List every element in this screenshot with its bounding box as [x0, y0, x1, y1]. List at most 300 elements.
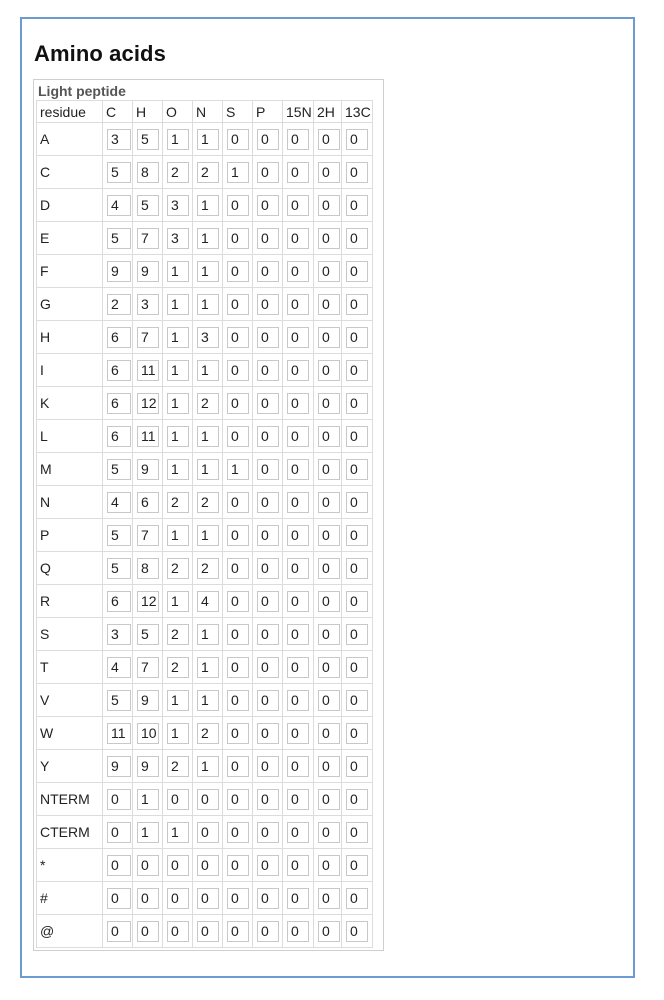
table-row — [37, 882, 373, 915]
input-o[interactable]: 1 — [167, 327, 189, 348]
input-h[interactable]: 7 — [137, 228, 159, 249]
input-2h[interactable]: 0 — [318, 327, 340, 348]
input-h[interactable]: 11 — [137, 360, 159, 381]
amino-acids-panel — [20, 17, 635, 978]
value-cell — [103, 387, 133, 420]
input-c[interactable]: 3 — [107, 129, 131, 150]
input-h[interactable]: 1 — [137, 789, 159, 810]
input-h[interactable]: 9 — [137, 756, 159, 777]
input-15n[interactable]: 0 — [287, 162, 309, 183]
input-p[interactable]: 0 — [257, 195, 279, 216]
input-s[interactable]: 0 — [227, 294, 249, 315]
value-cell — [163, 255, 193, 288]
input-p[interactable]: 0 — [257, 228, 279, 249]
input-h[interactable]: 5 — [137, 129, 159, 150]
input-h[interactable]: 12 — [137, 591, 159, 612]
input-n[interactable]: 4 — [197, 591, 219, 612]
value-cell — [193, 750, 223, 783]
input-c[interactable]: 5 — [107, 525, 131, 546]
input-s[interactable]: 1 — [227, 162, 249, 183]
input-c[interactable]: 9 — [107, 756, 131, 777]
column-header-n: N — [193, 101, 223, 123]
input-2h[interactable]: 0 — [318, 426, 340, 447]
residue-label: F — [37, 255, 103, 288]
residue-label: D — [37, 189, 103, 222]
input-s[interactable]: 0 — [227, 888, 249, 909]
input-2h[interactable]: 0 — [318, 162, 340, 183]
input-h[interactable]: 0 — [137, 888, 159, 909]
value-cell — [163, 354, 193, 387]
input-15n[interactable]: 0 — [287, 822, 309, 843]
input-h[interactable]: 6 — [137, 492, 159, 513]
input-15n[interactable]: 0 — [287, 426, 309, 447]
input-h[interactable]: 10 — [137, 723, 159, 744]
input-n[interactable]: 2 — [197, 162, 219, 183]
value-cell — [342, 387, 373, 420]
input-13c[interactable]: 0 — [346, 261, 368, 282]
input-n[interactable]: 0 — [197, 822, 219, 843]
input-o[interactable]: 1 — [167, 393, 189, 414]
value-cell — [193, 915, 223, 948]
value-cell — [342, 915, 373, 948]
input-s[interactable]: 0 — [227, 591, 249, 612]
value-cell — [223, 915, 253, 948]
input-n[interactable]: 2 — [197, 723, 219, 744]
value-cell — [193, 519, 223, 552]
input-n[interactable]: 1 — [197, 459, 219, 480]
input-p[interactable]: 0 — [257, 723, 279, 744]
input-s[interactable]: 0 — [227, 822, 249, 843]
input-n[interactable]: 1 — [197, 360, 219, 381]
input-n[interactable]: 3 — [197, 327, 219, 348]
value-cell — [193, 156, 223, 189]
value-cell — [223, 717, 253, 750]
value-cell — [193, 189, 223, 222]
input-15n[interactable]: 0 — [287, 525, 309, 546]
input-c[interactable]: 0 — [107, 921, 131, 942]
value-cell — [342, 288, 373, 321]
input-n[interactable]: 1 — [197, 228, 219, 249]
input-h[interactable]: 7 — [137, 327, 159, 348]
input-p[interactable]: 0 — [257, 525, 279, 546]
input-13c[interactable]: 0 — [346, 624, 368, 645]
value-cell — [163, 189, 193, 222]
input-s[interactable]: 0 — [227, 657, 249, 678]
input-p[interactable]: 0 — [257, 657, 279, 678]
input-c[interactable]: 0 — [107, 855, 131, 876]
input-p[interactable]: 0 — [257, 294, 279, 315]
residue-label: A — [37, 123, 103, 156]
input-h[interactable]: 8 — [137, 558, 159, 579]
input-13c[interactable]: 0 — [346, 327, 368, 348]
input-n[interactable]: 1 — [197, 294, 219, 315]
input-2h[interactable]: 0 — [318, 492, 340, 513]
input-s[interactable]: 0 — [227, 558, 249, 579]
input-o[interactable]: 1 — [167, 261, 189, 282]
value-cell — [223, 552, 253, 585]
input-s[interactable]: 0 — [227, 195, 249, 216]
input-s[interactable]: 0 — [227, 129, 249, 150]
input-p[interactable]: 0 — [257, 162, 279, 183]
input-o[interactable]: 2 — [167, 162, 189, 183]
input-c[interactable]: 6 — [107, 591, 131, 612]
input-13c[interactable]: 0 — [346, 789, 368, 810]
input-13c[interactable]: 0 — [346, 657, 368, 678]
input-c[interactable]: 6 — [107, 360, 131, 381]
input-n[interactable]: 2 — [197, 393, 219, 414]
input-p[interactable]: 0 — [257, 360, 279, 381]
input-c[interactable]: 0 — [107, 822, 131, 843]
input-2h[interactable]: 0 — [318, 657, 340, 678]
table-row — [37, 915, 373, 948]
input-c[interactable]: 5 — [107, 228, 131, 249]
table-row — [37, 651, 373, 684]
input-2h[interactable]: 0 — [318, 723, 340, 744]
input-15n[interactable]: 0 — [287, 492, 309, 513]
input-2h[interactable]: 0 — [318, 822, 340, 843]
input-c[interactable]: 4 — [107, 657, 131, 678]
input-13c[interactable]: 0 — [346, 921, 368, 942]
input-13c[interactable]: 0 — [346, 459, 368, 480]
residue-label: C — [37, 156, 103, 189]
input-c[interactable]: 6 — [107, 426, 131, 447]
value-cell — [283, 882, 314, 915]
input-13c[interactable]: 0 — [346, 228, 368, 249]
input-s[interactable]: 0 — [227, 921, 249, 942]
input-2h[interactable]: 0 — [318, 393, 340, 414]
input-13c[interactable]: 0 — [346, 360, 368, 381]
input-2h[interactable]: 0 — [318, 459, 340, 480]
input-13c[interactable]: 0 — [346, 690, 368, 711]
input-n[interactable]: 1 — [197, 525, 219, 546]
input-n[interactable]: 2 — [197, 558, 219, 579]
input-n[interactable]: 1 — [197, 195, 219, 216]
table-row — [37, 783, 373, 816]
input-o[interactable]: 0 — [167, 921, 189, 942]
input-o[interactable]: 3 — [167, 228, 189, 249]
input-s[interactable]: 0 — [227, 492, 249, 513]
input-15n[interactable]: 0 — [287, 855, 309, 876]
input-s[interactable]: 0 — [227, 624, 249, 645]
value-cell — [133, 849, 163, 882]
input-s[interactable]: 0 — [227, 789, 249, 810]
input-o[interactable]: 2 — [167, 492, 189, 513]
column-header-s: S — [223, 101, 253, 123]
value-cell — [314, 387, 342, 420]
input-15n[interactable]: 0 — [287, 129, 309, 150]
input-15n[interactable]: 0 — [287, 756, 309, 777]
value-cell — [193, 684, 223, 717]
input-2h[interactable]: 0 — [318, 789, 340, 810]
input-p[interactable]: 0 — [257, 261, 279, 282]
input-15n[interactable]: 0 — [287, 624, 309, 645]
input-n[interactable]: 1 — [197, 690, 219, 711]
value-cell — [223, 486, 253, 519]
input-n[interactable]: 0 — [197, 888, 219, 909]
input-p[interactable]: 0 — [257, 327, 279, 348]
input-2h[interactable]: 0 — [318, 360, 340, 381]
value-cell — [163, 585, 193, 618]
input-c[interactable]: 5 — [107, 558, 131, 579]
value-cell — [133, 288, 163, 321]
input-o[interactable]: 1 — [167, 426, 189, 447]
input-13c[interactable]: 0 — [346, 195, 368, 216]
input-15n[interactable]: 0 — [287, 723, 309, 744]
input-c[interactable]: 0 — [107, 888, 131, 909]
value-cell — [283, 420, 314, 453]
value-cell — [283, 618, 314, 651]
input-o[interactable]: 2 — [167, 756, 189, 777]
column-header-residue: residue — [37, 101, 103, 123]
table-header-row — [37, 101, 373, 123]
input-15n[interactable]: 0 — [287, 327, 309, 348]
input-p[interactable]: 0 — [257, 855, 279, 876]
input-c[interactable]: 9 — [107, 261, 131, 282]
input-p[interactable]: 0 — [257, 129, 279, 150]
input-h[interactable]: 5 — [137, 195, 159, 216]
input-15n[interactable]: 0 — [287, 591, 309, 612]
input-h[interactable]: 8 — [137, 162, 159, 183]
input-o[interactable]: 1 — [167, 360, 189, 381]
value-cell — [163, 882, 193, 915]
input-15n[interactable]: 0 — [287, 657, 309, 678]
input-c[interactable]: 5 — [107, 690, 131, 711]
input-o[interactable]: 0 — [167, 789, 189, 810]
value-cell — [133, 750, 163, 783]
input-p[interactable]: 0 — [257, 426, 279, 447]
input-p[interactable]: 0 — [257, 822, 279, 843]
input-o[interactable]: 1 — [167, 690, 189, 711]
input-13c[interactable]: 0 — [346, 558, 368, 579]
input-13c[interactable]: 0 — [346, 723, 368, 744]
input-o[interactable]: 1 — [167, 129, 189, 150]
input-2h[interactable]: 0 — [318, 756, 340, 777]
value-cell — [342, 684, 373, 717]
input-s[interactable]: 0 — [227, 525, 249, 546]
value-cell — [223, 189, 253, 222]
value-cell — [314, 519, 342, 552]
input-15n[interactable]: 0 — [287, 690, 309, 711]
input-n[interactable]: 1 — [197, 426, 219, 447]
input-p[interactable]: 0 — [257, 789, 279, 810]
input-13c[interactable]: 0 — [346, 129, 368, 150]
input-h[interactable]: 7 — [137, 525, 159, 546]
input-c[interactable]: 3 — [107, 624, 131, 645]
residue-label: N — [37, 486, 103, 519]
composition-table — [36, 100, 373, 948]
input-15n[interactable]: 0 — [287, 360, 309, 381]
value-cell — [103, 684, 133, 717]
value-cell — [133, 453, 163, 486]
value-cell — [253, 882, 283, 915]
input-2h[interactable]: 0 — [318, 921, 340, 942]
input-13c[interactable]: 0 — [346, 855, 368, 876]
input-o[interactable]: 1 — [167, 294, 189, 315]
value-cell — [103, 915, 133, 948]
input-h[interactable]: 11 — [137, 426, 159, 447]
input-2h[interactable]: 0 — [318, 294, 340, 315]
input-13c[interactable]: 0 — [346, 162, 368, 183]
value-cell — [223, 651, 253, 684]
value-cell — [342, 453, 373, 486]
input-h[interactable]: 9 — [137, 261, 159, 282]
value-cell — [283, 222, 314, 255]
table-row — [37, 222, 373, 255]
input-p[interactable]: 0 — [257, 756, 279, 777]
value-cell — [223, 255, 253, 288]
input-o[interactable]: 1 — [167, 591, 189, 612]
input-p[interactable]: 0 — [257, 921, 279, 942]
input-o[interactable]: 3 — [167, 195, 189, 216]
input-p[interactable]: 0 — [257, 492, 279, 513]
input-n[interactable]: 1 — [197, 261, 219, 282]
input-15n[interactable]: 0 — [287, 459, 309, 480]
input-15n[interactable]: 0 — [287, 888, 309, 909]
input-c[interactable]: 6 — [107, 393, 131, 414]
input-15n[interactable]: 0 — [287, 921, 309, 942]
value-cell — [283, 156, 314, 189]
residue-label: W — [37, 717, 103, 750]
table-row — [37, 420, 373, 453]
input-13c[interactable]: 0 — [346, 294, 368, 315]
input-o[interactable]: 1 — [167, 822, 189, 843]
input-p[interactable]: 0 — [257, 624, 279, 645]
input-p[interactable]: 0 — [257, 888, 279, 909]
input-s[interactable]: 0 — [227, 855, 249, 876]
input-s[interactable]: 0 — [227, 426, 249, 447]
value-cell — [103, 255, 133, 288]
input-n[interactable]: 1 — [197, 756, 219, 777]
input-13c[interactable]: 0 — [346, 426, 368, 447]
input-o[interactable]: 2 — [167, 657, 189, 678]
input-h[interactable]: 1 — [137, 822, 159, 843]
input-c[interactable]: 2 — [107, 294, 131, 315]
input-n[interactable]: 0 — [197, 921, 219, 942]
input-n[interactable]: 1 — [197, 129, 219, 150]
table-row — [37, 750, 373, 783]
input-c[interactable]: 4 — [107, 492, 131, 513]
input-15n[interactable]: 0 — [287, 558, 309, 579]
input-o[interactable]: 0 — [167, 855, 189, 876]
input-13c[interactable]: 0 — [346, 591, 368, 612]
table-row — [37, 156, 373, 189]
input-2h[interactable]: 0 — [318, 195, 340, 216]
input-h[interactable]: 0 — [137, 921, 159, 942]
input-c[interactable]: 6 — [107, 327, 131, 348]
input-s[interactable]: 0 — [227, 393, 249, 414]
input-h[interactable]: 0 — [137, 855, 159, 876]
value-cell — [163, 387, 193, 420]
table-row — [37, 816, 373, 849]
input-o[interactable]: 1 — [167, 459, 189, 480]
input-13c[interactable]: 0 — [346, 525, 368, 546]
input-o[interactable]: 1 — [167, 525, 189, 546]
input-c[interactable]: 4 — [107, 195, 131, 216]
input-s[interactable]: 0 — [227, 360, 249, 381]
value-cell — [253, 849, 283, 882]
input-2h[interactable]: 0 — [318, 558, 340, 579]
input-15n[interactable]: 0 — [287, 228, 309, 249]
input-2h[interactable]: 0 — [318, 525, 340, 546]
value-cell — [103, 552, 133, 585]
input-n[interactable]: 2 — [197, 492, 219, 513]
input-n[interactable]: 1 — [197, 657, 219, 678]
input-o[interactable]: 2 — [167, 558, 189, 579]
input-h[interactable]: 7 — [137, 657, 159, 678]
value-cell — [283, 816, 314, 849]
input-s[interactable]: 0 — [227, 756, 249, 777]
value-cell — [342, 255, 373, 288]
input-2h[interactable]: 0 — [318, 228, 340, 249]
input-h[interactable]: 12 — [137, 393, 159, 414]
value-cell — [253, 189, 283, 222]
value-cell — [163, 321, 193, 354]
input-2h[interactable]: 0 — [318, 591, 340, 612]
value-cell — [223, 222, 253, 255]
input-13c[interactable]: 0 — [346, 393, 368, 414]
value-cell — [133, 552, 163, 585]
input-n[interactable]: 0 — [197, 855, 219, 876]
value-cell — [342, 882, 373, 915]
input-s[interactable]: 1 — [227, 459, 249, 480]
input-15n[interactable]: 0 — [287, 294, 309, 315]
input-p[interactable]: 0 — [257, 393, 279, 414]
input-2h[interactable]: 0 — [318, 855, 340, 876]
input-2h[interactable]: 0 — [318, 690, 340, 711]
input-s[interactable]: 0 — [227, 228, 249, 249]
input-o[interactable]: 0 — [167, 888, 189, 909]
input-c[interactable]: 11 — [107, 723, 131, 744]
input-p[interactable]: 0 — [257, 558, 279, 579]
input-p[interactable]: 0 — [257, 690, 279, 711]
input-c[interactable]: 5 — [107, 459, 131, 480]
input-c[interactable]: 0 — [107, 789, 131, 810]
input-13c[interactable]: 0 — [346, 888, 368, 909]
input-o[interactable]: 2 — [167, 624, 189, 645]
input-15n[interactable]: 0 — [287, 195, 309, 216]
input-13c[interactable]: 0 — [346, 492, 368, 513]
input-15n[interactable]: 0 — [287, 789, 309, 810]
input-h[interactable]: 3 — [137, 294, 159, 315]
input-s[interactable]: 0 — [227, 690, 249, 711]
input-h[interactable]: 5 — [137, 624, 159, 645]
input-2h[interactable]: 0 — [318, 624, 340, 645]
value-cell — [342, 618, 373, 651]
input-h[interactable]: 9 — [137, 459, 159, 480]
input-n[interactable]: 0 — [197, 789, 219, 810]
input-c[interactable]: 5 — [107, 162, 131, 183]
value-cell — [342, 519, 373, 552]
input-h[interactable]: 9 — [137, 690, 159, 711]
value-cell — [133, 123, 163, 156]
value-cell — [163, 684, 193, 717]
input-s[interactable]: 0 — [227, 261, 249, 282]
residue-label: S — [37, 618, 103, 651]
input-s[interactable]: 0 — [227, 723, 249, 744]
input-s[interactable]: 0 — [227, 327, 249, 348]
input-p[interactable]: 0 — [257, 591, 279, 612]
input-o[interactable]: 1 — [167, 723, 189, 744]
input-15n[interactable]: 0 — [287, 393, 309, 414]
input-13c[interactable]: 0 — [346, 756, 368, 777]
input-2h[interactable]: 0 — [318, 261, 340, 282]
input-2h[interactable]: 0 — [318, 129, 340, 150]
input-15n[interactable]: 0 — [287, 261, 309, 282]
input-p[interactable]: 0 — [257, 459, 279, 480]
input-13c[interactable]: 0 — [346, 822, 368, 843]
input-2h[interactable]: 0 — [318, 888, 340, 909]
input-n[interactable]: 1 — [197, 624, 219, 645]
